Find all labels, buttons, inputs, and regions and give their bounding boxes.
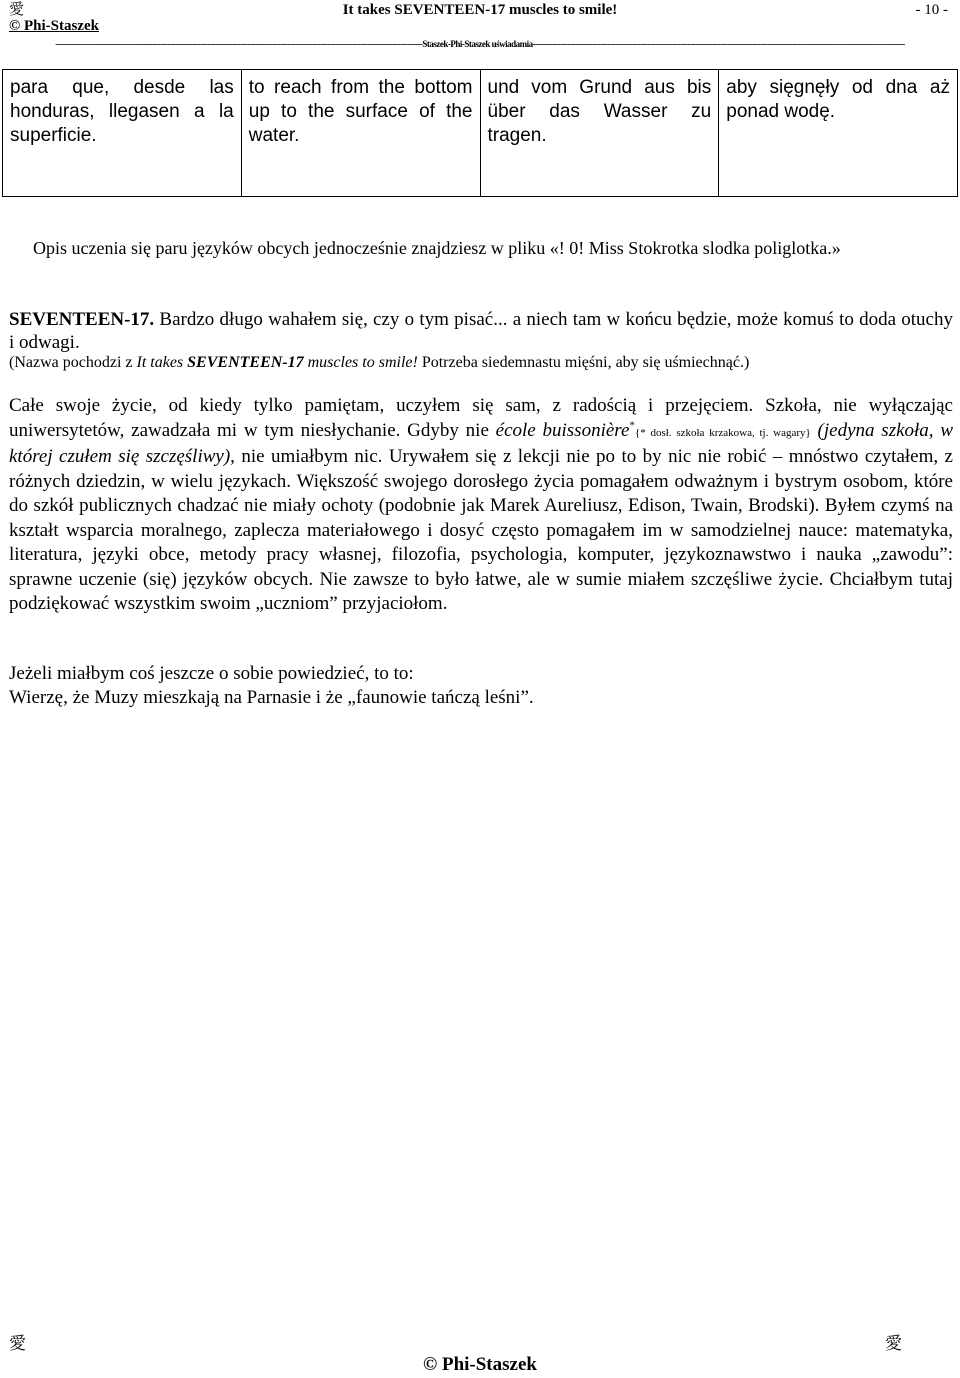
para-part-a: Całe swoje życie, od kiedy tylko pamiętam, uczyłem się sam, z radością i przejęciem. Szkoła, nie wyłączając uniwersytetów, zawadzała mi w tym niesłychanie. Gdyby nie	[9, 395, 953, 441]
footer-copyright: © Phi-Staszek	[423, 1354, 537, 1375]
para-part-b: , nie umiałbym nic. Urywałem się z lekcji nie po to by nic nie robić – mnóstwo czytałem, z różnych dziedzin, w wielu językach. Większość swojego dorosłego życia pomagałem odważnym i bystrym osobom, które do szkół publicznych chadzać nie miały ochoty (podobnie jak Marek Aureliusz, Edison, Twain, Brodski). Byłem czymś na kształt wsparcia moralnego, zaplecza materiałowego i dosyć często pomagałem im w samodzielnej nauce: matematyka, literatura, języki obce, metody pracy własnej, filozofia, psychologia, komputer, językoznawstwo i nauka „zawodu”: sprawne uczenie (się) języków obcych. Nie zawsze to było łatwe, ale w sumie miałem szczęśliwe życie. Chciałbym tutaj podziękować wszystkim swoim „uczniom” przyjaciołom.	[9, 446, 953, 614]
note-prefix: (Nazwa pochodzi z	[9, 354, 137, 371]
closing-line-1: Jeżeli miałbym coś jeszcze o sobie powiedzieć, to to:	[9, 663, 414, 684]
header-separator: ---------------------------------------------------------------------------------------------------------------------------------------------------Staszek-Phi-Staszek uświadamia-----------------------------------------------------------------------------------------------------------------------------------------------------	[55, 39, 905, 49]
seventeen-text: Bardzo długo wahałem się, czy o tym pisać... a niech tam w końcu będzie, może komuś to doda otuchy i odwagi.	[9, 309, 953, 353]
note-italic-b: muscles to smile!	[303, 354, 418, 371]
note-italic-a: It takes	[136, 354, 188, 371]
table-row	[3, 70, 958, 197]
seventeen-title: SEVENTEEN-17.	[9, 309, 155, 330]
header-copyright-link[interactable]: © Phi-Staszek	[9, 18, 99, 34]
header-symbol-left: 愛	[9, 2, 25, 18]
note-bold-italic: SEVENTEEN-17	[187, 354, 304, 371]
inline-footnote: {* dosł. szkoła krzakowa, tj. wagary}	[634, 426, 811, 439]
header-page-number: - 10 -	[915, 2, 948, 18]
footer-symbol-right: 愛	[885, 1334, 902, 1353]
table-cell-english: to reach from the bottom up to the surface of the water.	[241, 70, 480, 197]
closing-line-2: Wierzę, że Muzy mieszkają na Parnasie i że „faunowie tańczą leśni”.	[9, 687, 534, 708]
para-italic: (jedyna szkoła, w której czułem się szczęśliwy)	[9, 419, 953, 467]
name-origin-note	[9, 353, 749, 373]
intro-text: Opis uczenia się paru języków obcych jednocześnie znajdziesz w pliku «! 0! Miss Stokrotka slodka poliglotka.»	[33, 238, 841, 258]
ecole-buissoniere: école buissonière	[495, 419, 630, 441]
header-title: It takes SEVENTEEN-17 muscles to smile!	[342, 2, 618, 18]
table-cell-spanish: para que, desde las honduras, llegasen a la superficie.	[3, 70, 242, 197]
table-cell-polish: aby sięgnęły od dna aż ponad wodę.	[719, 70, 958, 197]
footer-symbol-left: 愛	[9, 1334, 26, 1353]
footnote-star: *	[629, 419, 635, 432]
seventeen-paragraph	[9, 308, 953, 354]
main-paragraph	[9, 394, 953, 617]
translation-table	[2, 69, 958, 197]
table-cell-german: und vom Grund aus bis über das Wasser zu tragen.	[480, 70, 719, 197]
note-suffix: Potrzeba siedemnastu mięśni, aby się uśmiechnąć.)	[417, 354, 750, 371]
